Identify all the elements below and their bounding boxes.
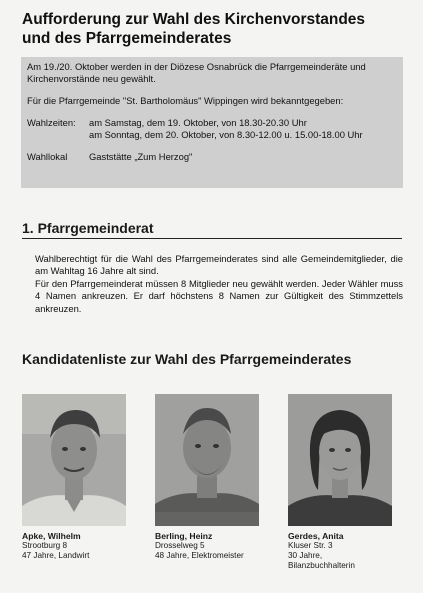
candidate-address: Drosselweg 5: [155, 541, 205, 550]
candidate-card: [288, 394, 392, 571]
notice-parish: Für die Pfarrgemeinde "St. Bartholomäus" Wippingen wird bekanntgegeben:: [27, 95, 344, 106]
candidate-address: Strootburg 8: [22, 541, 68, 550]
candidate-name: Apke, Wilhelm: [22, 531, 81, 541]
title-line-2: und des Pfarrgemeinderates: [22, 30, 232, 47]
candidates-heading: Kandidatenliste zur Wahl des Pfarrgemeinderates: [22, 351, 352, 367]
candidate-photo: [288, 394, 392, 526]
title-line-1: Aufforderung zur Wahl des Kirchenvorstandes: [22, 11, 366, 28]
voting-time-saturday: am Samstag, dem 19. Oktober, von 18.30-20.30 Uhr: [89, 117, 307, 128]
page-title: [22, 10, 412, 48]
candidate-name: Berling, Heinz: [155, 531, 213, 541]
election-notice-box: [21, 57, 403, 188]
candidate-card: [155, 394, 259, 561]
candidate-details: 47 Jahre, Landwirt: [22, 551, 90, 560]
candidate-details: 30 Jahre,: [288, 551, 323, 560]
candidate-photo: [155, 394, 259, 526]
notice-intro: Am 19./20. Oktober werden in der Diözese Osnabrück die Pfarrgemeinderäte und Kirchenvorstände neu gewählt.: [27, 61, 366, 84]
candidate-photo: [22, 394, 126, 526]
candidate-occupation: Bilanzbuchhalterin: [288, 561, 355, 570]
eligibility-paragraph: Wahlberechtigt für die Wahl des Pfarrgemeinderates sind alle Gemeindemitglieder, die am Wahltag 16 Jahre alt sind.: [35, 253, 403, 277]
section-heading: 1. Pfarrgemeinderat: [22, 220, 402, 239]
candidate-address: Kluser Str. 3: [288, 541, 333, 550]
section-body: [35, 253, 403, 315]
voting-times-label: Wahlzeiten:: [27, 117, 76, 128]
candidate-card: [22, 394, 126, 561]
voting-times: [27, 117, 397, 141]
polling-station-label: Wahllokal: [27, 151, 68, 162]
candidate-details: 48 Jahre, Elektromeister: [155, 551, 244, 560]
voting-rules-paragraph: Für den Pfarrgemeinderat müssen 8 Mitglieder neu gewählt werden. Jeder Wähler muss 4 Namen ankreuzen. Er darf höchstens 8 Namen zur Gültigkeit des Stimmzettels ankreuzen.: [35, 277, 403, 314]
voting-time-sunday: am Sonntag, dem 20. Oktober, von 8.30-12.00 u. 15.00-18.00 Uhr: [89, 129, 363, 140]
polling-station-value: Gaststätte „Zum Herzog": [89, 151, 193, 162]
candidate-name: Gerdes, Anita: [288, 531, 344, 541]
polling-station: [27, 151, 397, 163]
